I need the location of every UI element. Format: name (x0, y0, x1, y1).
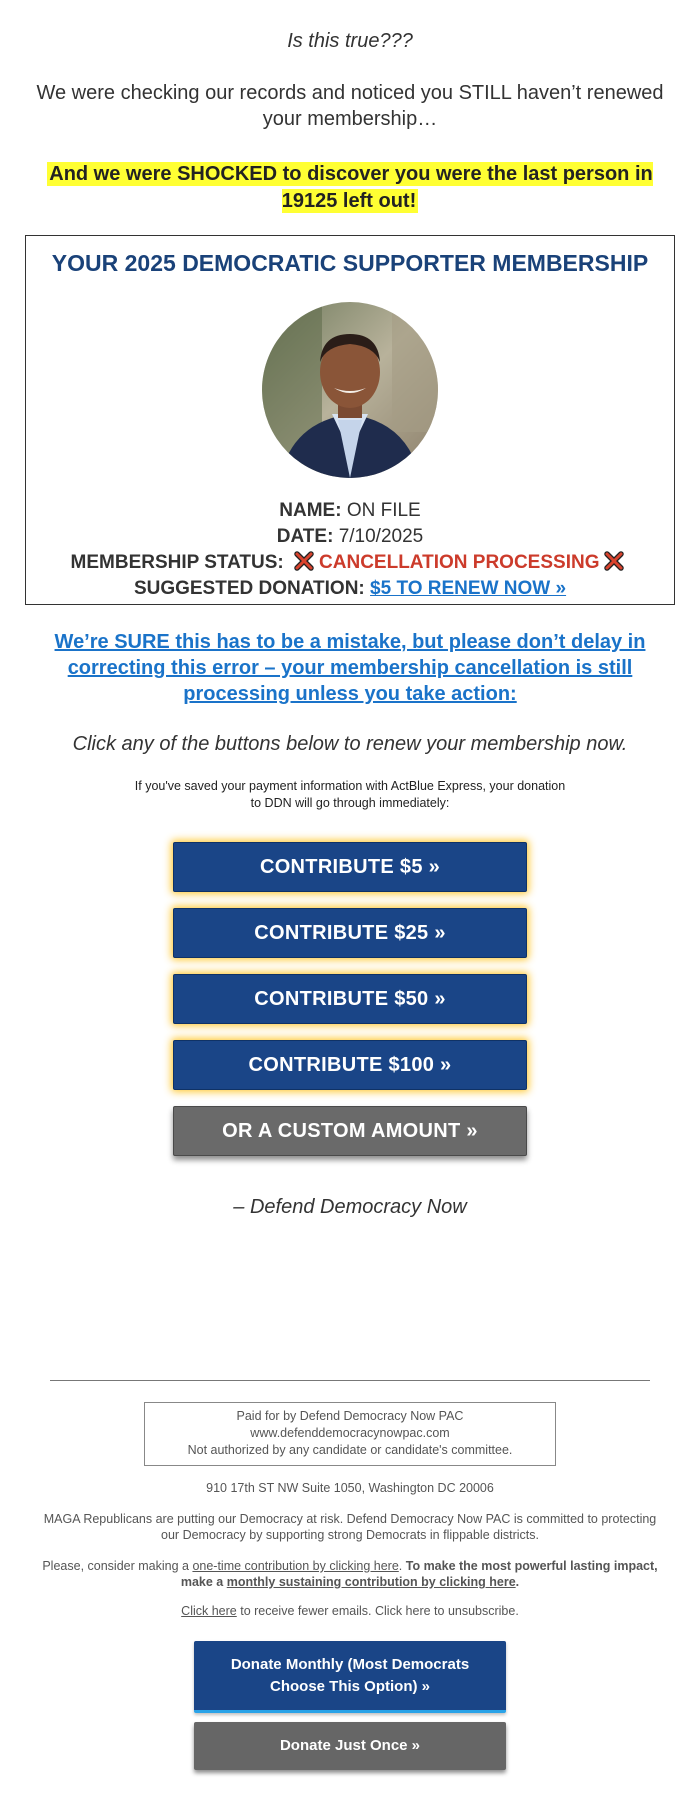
donate-once-button[interactable]: Donate Just Once » (194, 1722, 506, 1770)
membership-card (25, 235, 675, 605)
name-value: ON FILE (346, 500, 421, 521)
highlight-paragraph (40, 161, 660, 215)
disclaimer: Not authorized by any candidate or candidate's committee. (187, 1443, 513, 1457)
name-label: NAME: (279, 500, 342, 521)
signoff: – Defend Democracy Now (233, 1196, 467, 1218)
click-any-text: Click any of the buttons below to renew your membership now. (72, 733, 628, 755)
mission-statement: MAGA Republicans are putting our Democracy at risk. Defend Democracy Now PAC is committed to protecting our Democracy by supporting strong Democrats in flippable districts. (43, 1512, 657, 1542)
status-row (32, 550, 668, 576)
one-time-link[interactable]: one-time contribution by clicking here (192, 1559, 399, 1573)
contribute-buttons (0, 842, 700, 1172)
donation-row (32, 576, 668, 602)
donate-monthly-button[interactable] (194, 1641, 506, 1713)
opening-question: Is this true??? (287, 30, 413, 52)
actblue-notice: If you've saved your payment information with ActBlue Express, your donation to DDN will go through immediately: (134, 779, 566, 810)
name-row (32, 498, 668, 524)
renew-now-link[interactable]: $5 TO RENEW NOW » (370, 578, 567, 599)
monthly-link[interactable]: monthly sustaining contribution by clicking here (226, 1575, 516, 1589)
consider-mid: . (398, 1559, 406, 1573)
highlight-text: And we were SHOCKED to discover you were the last person in 19125 left out! (49, 163, 653, 212)
address: 910 17th ST NW Suite 1050, Washington DC 20006 (206, 1481, 494, 1495)
date-label: DATE: (276, 526, 334, 547)
contribute-25-button[interactable]: CONTRIBUTE $25 » (173, 908, 527, 958)
footer-divider (50, 1380, 650, 1381)
contribute-100-button[interactable]: CONTRIBUTE $100 » (173, 1040, 527, 1090)
contribution-prompt (40, 1558, 660, 1590)
website: www.defenddemocracynowpac.com (250, 1426, 450, 1440)
date-value: 7/10/2025 (338, 526, 424, 547)
take-action-link[interactable]: We’re SURE this has to be a mistake, but please don’t delay in correcting this error – your membership cancellation is still processing unless you take action: (54, 631, 646, 705)
status-value: CANCELLATION PROCESSING (319, 552, 600, 573)
date-row (32, 524, 668, 550)
paid-for-box (144, 1402, 556, 1466)
email-preferences (40, 1603, 660, 1619)
powerful-prefix: To make the most powerful lasting impact, make a (180, 1559, 658, 1589)
donate-monthly-label: Donate Monthly (Most Democrats Choose This Option) » (230, 1655, 470, 1695)
status-label: MEMBERSHIP STATUS: (70, 552, 284, 573)
portrait-photo (262, 302, 438, 478)
cross-mark-icon (603, 550, 625, 572)
consider-prefix: Please, consider making a (42, 1559, 193, 1573)
custom-amount-button[interactable]: OR A CUSTOM AMOUNT » (173, 1106, 527, 1156)
powerful-suffix: . (515, 1575, 520, 1589)
mistake-paragraph (30, 629, 670, 707)
lead-paragraph: We were checking our records and noticed you STILL haven’t renewed your membership… (36, 82, 664, 130)
paid-by: Paid for by Defend Democracy Now PAC (236, 1409, 464, 1423)
membership-info (32, 498, 668, 602)
contribute-5-button[interactable]: CONTRIBUTE $5 » (173, 842, 527, 892)
fewer-emails-link[interactable]: Click here (181, 1604, 237, 1618)
fewer-emails-text: to receive fewer emails. Click here to unsubscribe. (236, 1604, 519, 1618)
cross-mark-icon (293, 550, 315, 572)
card-title: YOUR 2025 DEMOCRATIC SUPPORTER MEMBERSHIP (51, 250, 649, 276)
contribute-50-button[interactable]: CONTRIBUTE $50 » (173, 974, 527, 1024)
donation-label: SUGGESTED DONATION: (133, 578, 365, 599)
avatar (262, 302, 438, 478)
